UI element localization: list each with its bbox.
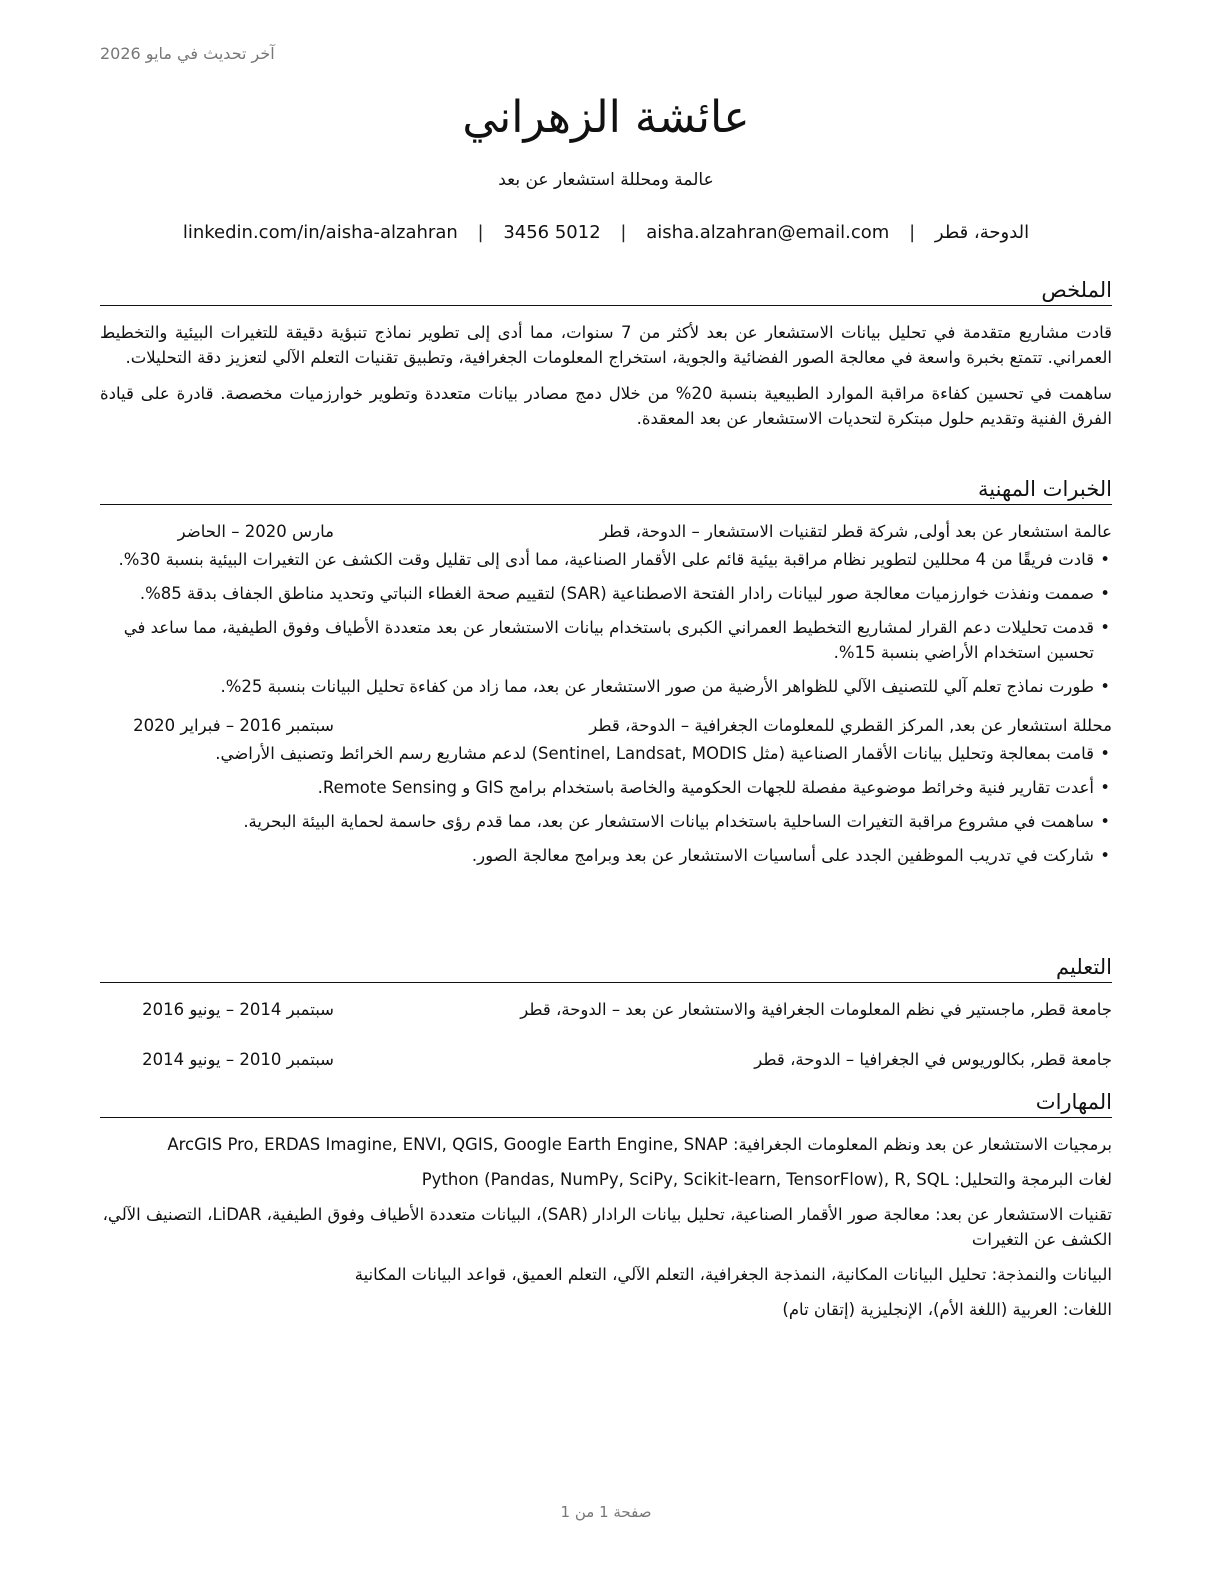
job-subtitle: عالمة ومحللة استشعار عن بعد — [498, 170, 714, 190]
education-dates: سبتمبر 2014 – يونيو 2016 — [142, 1000, 334, 1019]
education-title: جامعة قطر, بكالوريوس في الجغرافيا – الدوحة، قطر — [754, 1050, 1112, 1069]
skills-heading: المهارات — [100, 1088, 1112, 1118]
contact-separator: | — [620, 222, 627, 243]
person-name: عائشة الزهراني — [462, 92, 750, 143]
job-title: عالمة استشعار عن بعد أولى, شركة قطر لتقنيات الاستشعار – الدوحة، قطر — [599, 522, 1112, 541]
contact-phone: 3456 5012 — [503, 222, 601, 243]
skill-item: اللغات: العربية (اللغة الأم)، الإنجليزية (إتقان تام) — [782, 1300, 1112, 1319]
skill-item: البيانات والنمذجة: تحليل البيانات المكانية، النمذجة الجغرافية، التعلم الآلي، التعلم العميق، قواعد البيانات المكانية — [354, 1265, 1112, 1284]
job-title: محللة استشعار عن بعد, المركز القطري للمعلومات الجغرافية – الدوحة، قطر — [589, 716, 1112, 735]
experience-section — [100, 475, 1112, 877]
summary-paragraph: قادت مشاريع متقدمة في تحليل بيانات الاستشعار عن بعد لأكثر من 7 سنوات، مما أدى إلى تطوير نماذج تنبؤية دقيقة للتغيرات البيئية والتخطيط العمراني. تتمتع بخبرة واسعة في معالجة الصور الفضائية والجوية، استخراج المعلومات الجغرافية، وتطبيق تقنيات التعلم الآلي لتعزيز دقة التحليلات. — [100, 323, 1112, 367]
skill-item: لغات البرمجة والتحليل: Python (Pandas, NumPy, SciPy, Scikit-learn, TensorFlow), R, SQL — [421, 1170, 1112, 1189]
contact-separator: | — [477, 222, 484, 243]
job-dates: سبتمبر 2016 – فبراير 2020 — [133, 716, 334, 735]
job-bullets — [100, 741, 1112, 868]
job-bullet: • شاركت في تدريب الموظفين الجدد على أساسيات الاستشعار عن بعد وبرامج معالجة الصور. — [100, 843, 1112, 868]
job-bullet: • قدمت تحليلات دعم القرار لمشاريع التخطيط العمراني الكبرى باستخدام بيانات الاستشعار عن بعد متعددة الأطياف وفوق الطيفية، مما ساعد في تحسين استخدام الأراضي بنسبة 15%. — [100, 615, 1112, 665]
job-bullet: • أعدت تقارير فنية وخرائط موضوعية مفصلة للجهات الحكومية والخاصة باستخدام برامج GIS و Remote Sensing. — [100, 775, 1112, 800]
skills-section — [100, 1088, 1112, 1332]
contact-separator: | — [909, 222, 916, 243]
education-heading: التعليم — [100, 953, 1112, 983]
contact-linkedin[interactable]: linkedin.com/in/aisha-alzahran — [182, 222, 458, 243]
education-dates: سبتمبر 2010 – يونيو 2014 — [142, 1050, 334, 1069]
job-bullet: • قامت بمعالجة وتحليل بيانات الأقمار الصناعية (مثل Sentinel, Landsat, MODIS) لدعم مشاريع رسم الخرائط وتصنيف الأراضي. — [100, 741, 1112, 766]
job-bullet: • طورت نماذج تعلم آلي للتصنيف الآلي للظواهر الأرضية من صور الاستشعار عن بعد، مما زاد من كفاءة تحليل البيانات بنسبة 25%. — [100, 674, 1112, 699]
job-header — [100, 713, 1112, 738]
contact-line — [100, 222, 1112, 243]
job-bullet: • قادت فريقًا من 4 محللين لتطوير نظام مراقبة بيئية قائم على الأقمار الصناعية، مما أدى إلى تقليل وقت الكشف عن التغيرات البيئية بنسبة 30%. — [100, 547, 1112, 572]
education-section — [100, 953, 1112, 1072]
skill-item: تقنيات الاستشعار عن بعد: معالجة صور الأقمار الصناعية، تحليل بيانات الرادار (SAR)، البيانات متعددة الأطياف وفوق الطيفية، LiDAR، التصنيف الآلي، الكشف عن التغيرات — [102, 1205, 1112, 1249]
page-number: صفحة 1 من 1 — [560, 1503, 652, 1521]
job-dates: مارس 2020 – الحاضر — [177, 522, 334, 541]
summary-section — [100, 276, 1112, 431]
skills-list — [100, 1132, 1112, 1322]
education-title: جامعة قطر, ماجستير في نظم المعلومات الجغرافية والاستشعار عن بعد – الدوحة، قطر — [520, 1000, 1112, 1019]
skill-item: برمجيات الاستشعار عن بعد ونظم المعلومات الجغرافية: ArcGIS Pro, ERDAS Imagine, ENVI, QGIS, Google Earth Engine, SNAP — [167, 1135, 1112, 1154]
resume-page — [100, 0, 1112, 1584]
experience-heading: الخبرات المهنية — [100, 475, 1112, 505]
contact-location: الدوحة، قطر — [934, 222, 1030, 243]
job-bullet: • ساهمت في مشروع مراقبة التغيرات الساحلية باستخدام بيانات الاستشعار عن بعد، مما قدم رؤى حاسمة لحماية البيئة البحرية. — [100, 809, 1112, 834]
job-bullets — [100, 547, 1112, 699]
education-item — [100, 997, 1112, 1022]
job-header — [100, 519, 1112, 544]
education-item — [100, 1047, 1112, 1072]
job-bullet: • صممت ونفذت خوارزميات معالجة صور لبيانات رادار الفتحة الاصطناعية (SAR) لتقييم صحة الغطاء النباتي وتحديد مناطق الجفاف بدقة 85%. — [100, 581, 1112, 606]
summary-heading: الملخص — [100, 276, 1112, 306]
last-updated: آخر تحديث في مايو 2026 — [100, 44, 275, 63]
contact-email[interactable]: aisha.alzahran@email.com — [646, 222, 890, 243]
summary-paragraph: ساهمت في تحسين كفاءة مراقبة الموارد الطبيعية بنسبة 20% من خلال دمج مصادر بيانات متعددة وتطوير خوارزميات مخصصة. قادرة على قيادة الفرق الفنية وتقديم حلول مبتكرة لتحديات الاستشعار عن بعد المعقدة. — [100, 384, 1112, 428]
